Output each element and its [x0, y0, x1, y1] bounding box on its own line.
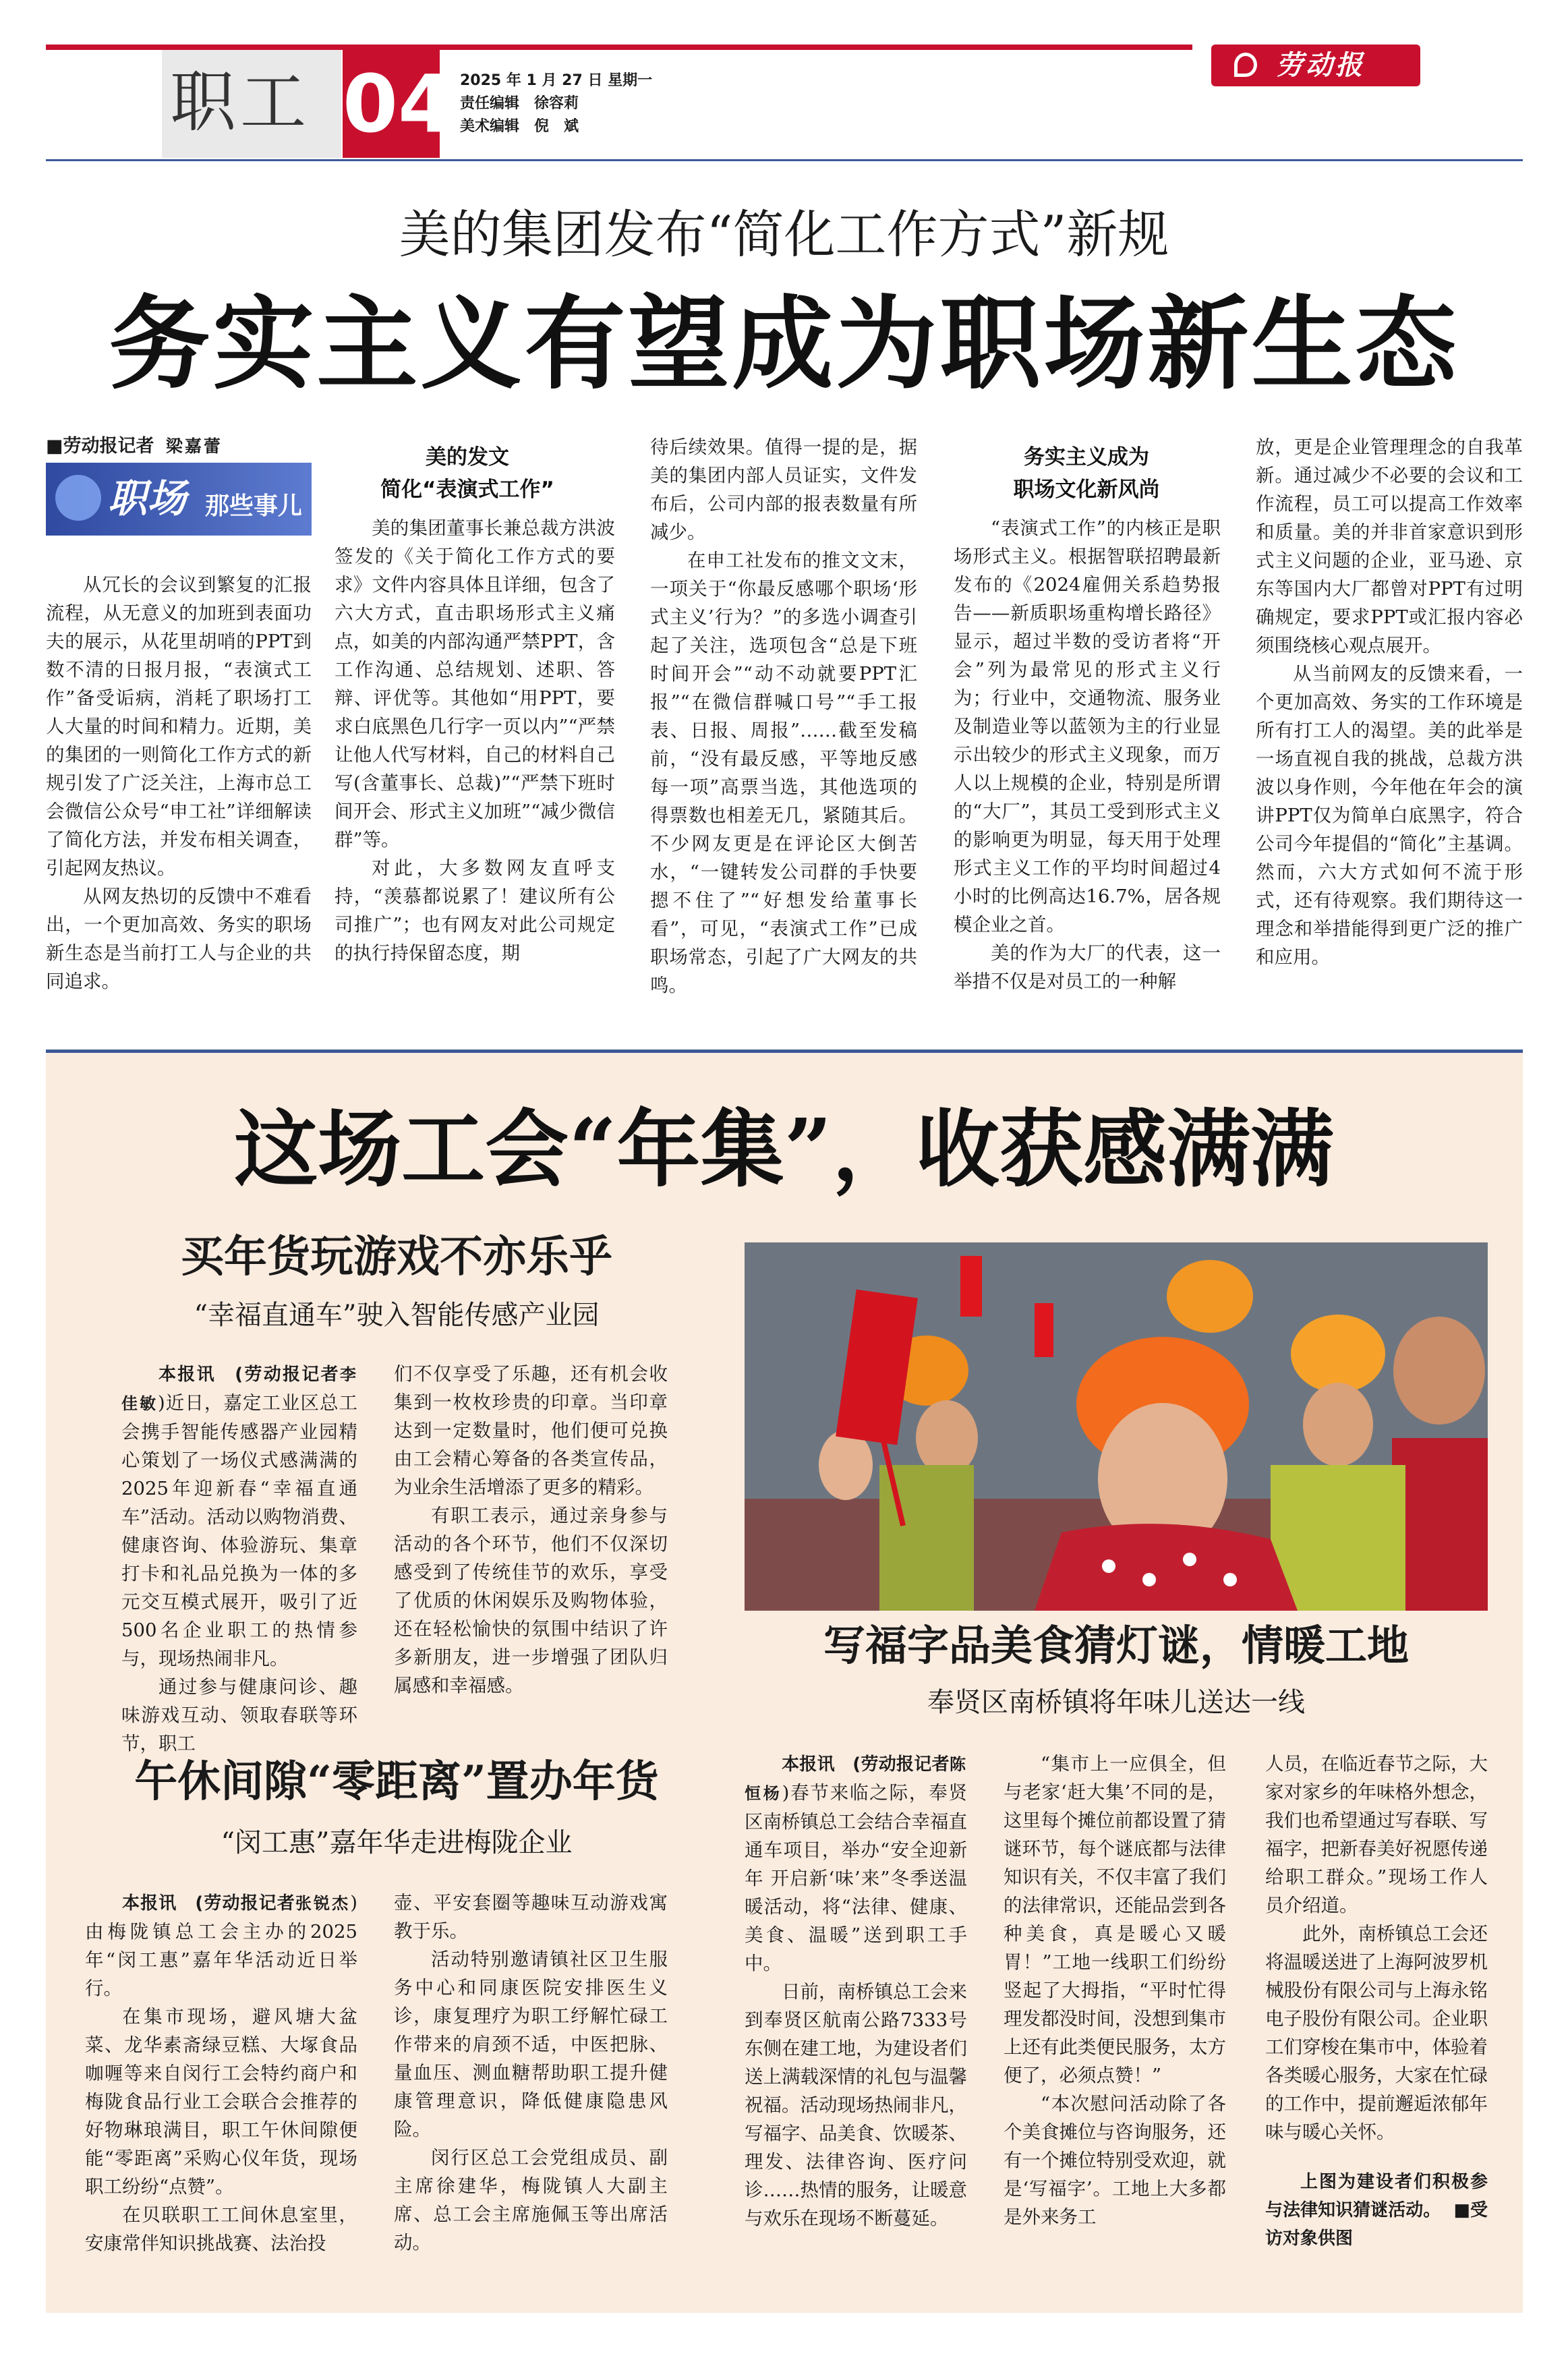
paper-logo: [1211, 45, 1420, 86]
story3-subtitle: 奉贤区南桥镇将年味儿送达一线: [927, 1687, 1305, 1718]
story2-byline-name: 张锐杰: [295, 1894, 351, 1913]
story1-subtitle: “幸福直通车”驶入智能传感产业园: [194, 1300, 600, 1331]
story1-col2: [394, 1360, 668, 1700]
article1-kicker: 美的集团发布“简化工作方式”新规: [399, 204, 1169, 264]
photo-caption: [1265, 2168, 1488, 2253]
story2-col1-text: )由梅陇镇总工会主办的2025年“闵工惠”嘉年华活动近日举行。: [85, 1892, 358, 1999]
article1-col1-p1: 从冗长的会议到繁复的汇报流程，从无意义的加班到表面功夫的展示，从花里胡哨的PPT到数不清的日报月报，“表演式工作”备受诟病，消耗了职场打工人大量的时间和精力。近期，美的集团的一则简化工作方式的新规引发了广泛关注，上海市总工会微信公众号“申工社”详细解读了简化方法，并发布相关调查，引起网友热议。: [46, 574, 312, 879]
paper-name: 劳动报: [1276, 49, 1365, 81]
article1-col1: [46, 571, 312, 996]
article1-col4: [954, 514, 1221, 996]
feature-headline: 这场工会“年集”，收获感满满: [234, 1101, 1334, 1199]
art-editor-line: 美术编辑 倪 斌: [460, 118, 579, 135]
column-badge-main: 职场: [108, 476, 187, 521]
article1-col5-p2: 从当前网友的反馈来看，一个更加高效、务实的工作环境是所有打工人的渴望。美的此举是一场直视自我的挑战，总裁方洪波以身作则，今年他在年会的演讲PPT仅为简单白底黑字，符合公司今年提倡的“简化”主基调。然而，六大方式如何不流于形式，还有待观察。我们期待这一理念和举措能得到更广泛的推广和应用。: [1256, 663, 1523, 968]
story2-col2-p1: 壶、平安套圈等趣味互动游戏寓教于乐。: [394, 1892, 668, 1942]
story3-col2: [1004, 1750, 1226, 2231]
story1-col1: [121, 1360, 357, 1758]
subhead2-line1: 务实主义成为: [1024, 445, 1149, 469]
story3-byline-name: 陈恒杨: [745, 1755, 967, 1803]
column-badge-sub: 那些事儿: [205, 492, 303, 520]
article1-col3: [650, 433, 917, 1000]
story1-col1-p2: 通过参与健康问诊、趣味游戏互动、领取春联等环节，职工: [121, 1676, 357, 1754]
story3-col3-p2: 此外，南桥镇总工会还将温暖送进了上海阿波罗机械股份有限公司与上海永铭电子股份有限公司。企业职工们穿梭在集市中，体验着各类暖心服务，大家在忙碌的工作中，提前邂逅浓郁年味与暖心关怀。: [1265, 1923, 1488, 2143]
story2-col1-p3: 在贝联职工工间休息室里，安康常伴知识挑战赛、法治投: [85, 2204, 357, 2254]
story2-subtitle: “闵工惠”嘉年华走进梅陇企业: [221, 1827, 573, 1858]
masthead-bottom-rule: [46, 159, 1523, 161]
byline-label: ■劳动报记者: [46, 436, 154, 457]
article1-col5-p1: 放，更是企业管理理念的自我革新。通过减少不必要的会议和工作流程，员工可以提高工作效率和质量。美的并非首家意识到形式主义问题的企业，亚马逊、京东等国内大厂都曾对PPT有过明确规定，要求PPT或汇报内容必须围绕核心观点展开。: [1256, 436, 1523, 656]
story1-col2-p2: 有职工表示，通过亲身参与活动的各个环节，他们不仅深切感受到了传统佳节的欢乐，享受了优质的休闲娱乐及购物体验，还在轻松愉快的氛围中结识了许多新朋友，进一步增强了团队归属感和幸福感。: [394, 1505, 668, 1696]
article1-col2-p1: 美的集团董事长兼总裁方洪波签发的《关于简化工作方式的要求》文件内容具体且详细，包含了六大方式，直击职场形式主义痛点，如美的内部沟通严禁PPT，含工作沟通、总结规划、述职、答辩、评优等。其他如“用PPT，要求白底黑色几行字一页以内”“严禁让他人代写材料，自己的材料自己写(含董事长、总裁)”“严禁下班时间开会、形式主义加班”“减少微信群”等。: [335, 517, 615, 851]
article1-col1-p2: 从网友热切的反馈中不难看出，一个更加高效、务实的职场新生态是当前打工人与企业的共同追求。: [46, 886, 312, 992]
subhead1-line2: 简化“表演式工作”: [380, 478, 554, 502]
story2-col1: [85, 1889, 357, 2258]
article1-subhead1: [335, 441, 600, 506]
section-name: 职工: [170, 64, 311, 141]
article1-col2: [335, 514, 615, 967]
story1-col1-text: )近日，嘉定工业区总工会携手智能传感器产业园精心策划了一场仪式感满满的2025年迎新春“幸福直通车”活动。活动以购物消费、健康咨询、体验游玩、集章打卡和礼品兑换为一体的多元交互模式展开，吸引了近500名企业职工的热情参与，现场热闹非凡。: [121, 1392, 357, 1669]
photo-caption-text: 上图为建设者们积极参与法律知识猜谜活动。: [1265, 2172, 1488, 2220]
story3-byline-label: 本报讯 (劳动报记者: [782, 1754, 950, 1775]
story3-col2-p2: “本次慰问活动除了各个美食摊位与咨询服务，还有一个摊位特别受欢迎，就是‘写福字’。工地上大多都是外来务工: [1004, 2093, 1226, 2228]
feature-photo: [745, 1242, 1488, 1611]
masthead-top-rule: [46, 45, 1192, 50]
story1-byline-name: 李佳敏: [121, 1365, 357, 1413]
issue-date: 2025 年 1 月 27 日 星期一: [460, 72, 653, 89]
subhead2-line2: 职场文化新风尚: [1013, 478, 1160, 502]
article1-col2-p2: 对此，大多数网友直呼支持，“羡慕都说累了！建议所有公司推广”；也有网友对此公司规定的执行持保留态度，期: [335, 857, 615, 964]
story2-title: 午休间隙“零距离”置办年货: [134, 1756, 659, 1807]
story2-col2-p2: 活动特别邀请镇社区卫生服务中心和同康医院安排医生义诊，康复理疗为职工纾解忙碌工作带来的肩颈不适，中医把脉、量血压、测血糖帮助职工提升健康管理意识，降低健康隐患风险。: [394, 1949, 668, 2140]
photo-credit: ■受访对象供图: [1265, 2200, 1488, 2249]
article1-headline: 务实主义有望成为职场新生态: [109, 285, 1459, 403]
story2-col1-p2: 在集市现场，避风塘大盆菜、龙华素斋绿豆糕、大塚食品咖喱等来自闵行工会特约商户和梅陇食品行业工会联合会推荐的好物琳琅满目，职工午休间隙便能“零距离”采购心仪年货，现场职工纷纷“点赞”。: [85, 2006, 357, 2197]
photo-illustration: [745, 1242, 1488, 1611]
article1-byline: [46, 433, 223, 460]
column-badge-icon: [55, 475, 101, 521]
story3-title: 写福字品美食猜灯谜，情暖工地: [823, 1621, 1409, 1670]
story2-col1-p1: [85, 1889, 357, 2003]
story1-byline-label: 本报讯 (劳动报记者: [158, 1364, 340, 1385]
story3-col1: [745, 1750, 967, 2233]
story2-byline-label: 本报讯 (劳动报记者: [122, 1893, 295, 1914]
story1-col2-p1: 们不仅享受了乐趣，还有机会收集到一枚枚珍贵的印章。当印章达到一定数量时，他们便可兑换由工会精心筹备的各类宣传品，为业余生活增添了更多的精彩。: [394, 1363, 668, 1498]
story1-title: 买年货玩游戏不亦乐乎: [181, 1232, 612, 1282]
article1-col5: [1256, 433, 1523, 971]
article1-subhead2: [954, 441, 1219, 506]
story3-col1-text: )春节来临之际，奉贤区南桥镇总工会结合幸福直通车项目，举办“安全迎新年 开启新‘味’来”冬季送温暖活动，将“法律、健康、美食、温暖”送到职工手中。: [745, 1782, 967, 1974]
page-number: 04: [343, 50, 440, 158]
article1-col4-p1: “表演式工作”的内核正是职场形式主义。根据智联招聘最新发布的《2024雇佣关系趋势报告——新质职场重构增长路径》显示，超过半数的受访者将“开会”列为最常见的形式主义行为；行业中，交通物流、服务业及制造业等以蓝领为主的行业显示出较少的形式主义现象，而万人以上规模的企业，特别是所谓的“大厂”，其员工受到形式主义的影响更为明显，每天用于处理形式主义工作的平均时间超过4小时的比例高达16.7%，居各规模企业之首。: [954, 517, 1221, 936]
story3-col3: [1265, 1750, 1488, 2146]
story3-col1-p2: 日前，南桥镇总工会来到奉贤区航南公路7333号东侧在建工地，为建设者们送上满载深情的礼包与温馨祝福。活动现场热闹非凡，写福字、品美食、饮暖茶、理发、法律咨询、医疗问诊……热情的服务，让暖意与欢乐在现场不断蔓延。: [745, 1981, 967, 2229]
story2-col2: [394, 1889, 668, 2257]
story3-col2-p1: “集市上一应俱全，但与老家‘赶大集’不同的是，这里每个摊位前都设置了猜谜环节，每个谜底都与法律知识有关，不仅丰富了我们的法律常识，还能品尝到各种美食，真是暖心又暖胃！”工地一线职工们纷纷竖起了大拇指，“平时忙得理发都没时间，没想到集市上还有此类便民服务，太方便了，必须点赞！”: [1004, 1753, 1226, 2086]
column-badge: [46, 463, 312, 536]
logo-mark-icon: [1234, 53, 1257, 77]
story2-col2-p3: 闵行区总工会党组成员、副主席徐建华，梅陇镇人大副主席、总工会主席施佩玉等出席活动。: [394, 2147, 668, 2253]
subhead1-line1: 美的发文: [426, 445, 509, 469]
story3-col3-p1: 人员，在临近春节之际，大家对家乡的年味格外想念，我们也希望通过写春联、写福字，把新春美好祝愿传递给职工群众。”现场工作人员介绍道。: [1265, 1753, 1488, 1916]
story3-col1-p1: [745, 1750, 967, 1978]
editor-line: 责任编辑 徐容莉: [460, 95, 579, 112]
article1-col3-p2: 在申工社发布的推文文末，一项关于“你最反感哪个职场‘形式主义’行为？”的多选小调查引起了关注，选项包含“总是下班时间开会”“动不动就要PPT汇报”“在微信群喊口号”“手工报表、日报、周报”……截至发稿前，“没有最反感，平等地反感每一项”高票当选，其他选项的得票数也相差无几，紧随其后。不少网友更是在评论区大倒苦水，“一键转发公司群的手快要摁不住了”“好想发给董事长看”，可见，“表演式工作”已成职场常态，引起了广大网友的共鸣。: [650, 550, 917, 996]
article1-col4-p2: 美的作为大厂的代表，这一举措不仅是对员工的一种解: [954, 942, 1221, 992]
article1-col3-p1: 待后续效果。值得一提的是，据美的集团内部人员证实，文件发布后，公司内部的报表数量有所减少。: [650, 436, 917, 543]
byline-name: 梁嘉蕾: [165, 436, 223, 456]
story1-col1-p1: [121, 1360, 357, 1673]
